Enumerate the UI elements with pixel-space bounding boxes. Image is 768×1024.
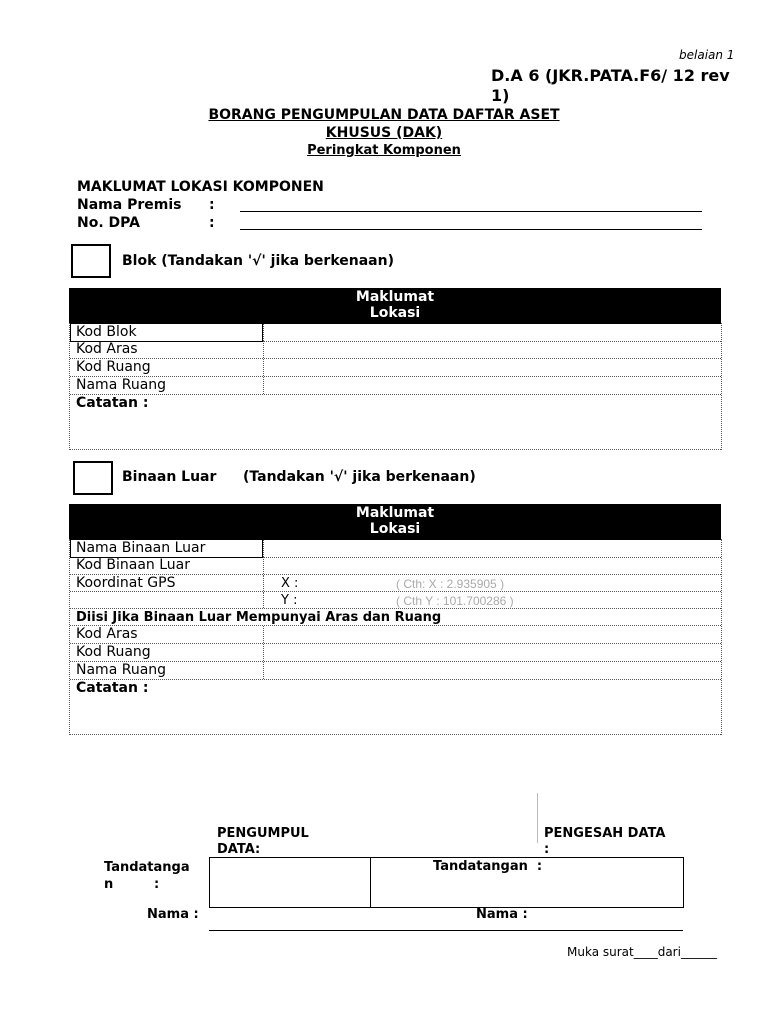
gps-x-hint: ( Cth: X : 2.935905 ) [396, 577, 505, 591]
table-row[interactable] [70, 359, 721, 377]
premise-field[interactable] [240, 211, 702, 212]
blok-header-line1: Maklumat [355, 289, 435, 305]
table-row[interactable] [70, 626, 721, 644]
column-divider [263, 324, 264, 341]
gps-row-x[interactable] [70, 575, 721, 592]
table-row[interactable] [70, 644, 721, 662]
premise-colon: : [209, 197, 215, 213]
column-divider [263, 377, 264, 394]
binaan-checkbox-hint: (Tandakan '√' jika berkenaan) [243, 469, 476, 485]
collector-sign-label-line2: n : [104, 877, 160, 892]
extra-note-row [70, 609, 721, 626]
signature-divider [537, 793, 538, 843]
approver-name-label: Nama : [476, 907, 528, 922]
binaan-header-line2: Lokasi [369, 521, 421, 537]
column-divider [263, 662, 264, 679]
collector-label-line1: PENGUMPUL [217, 826, 309, 841]
column-divider [263, 626, 264, 643]
dpa-label: No. DPA [77, 215, 140, 231]
location-section-title: MAKLUMAT LOKASI KOMPONEN [77, 179, 324, 195]
blok-header-line2: Lokasi [369, 305, 421, 321]
row-label: Kod Ruang [76, 644, 151, 660]
collector-sign-label-line1: Tandatanga [104, 860, 190, 875]
attachment-label: belaian 1 [679, 48, 735, 62]
row-label: Nama Ruang [76, 662, 167, 678]
dpa-colon: : [209, 215, 215, 231]
notes-row[interactable] [70, 395, 721, 450]
row-label: Kod Blok [76, 324, 137, 340]
extra-note: Diisi Jika Binaan Luar Mempunyai Aras dan Ruang [76, 610, 442, 625]
column-divider [263, 540, 264, 557]
approver-sign-label: Tandatangan : [433, 859, 543, 874]
gps-x-label: X : [281, 576, 299, 591]
form-code: D.A 6 (JKR.PATA.F6/ 12 rev 1) [491, 66, 730, 105]
approver-label-line2: : [544, 842, 550, 857]
row-label: Nama Ruang [76, 377, 167, 393]
binaan-table-header [69, 504, 721, 540]
table-row[interactable] [70, 539, 721, 558]
row-label: Kod Binaan Luar [76, 557, 190, 573]
table-row[interactable] [70, 557, 721, 575]
row-label: Nama Binaan Luar [76, 540, 206, 556]
row-label: Kod Aras [76, 341, 138, 357]
column-divider [263, 359, 264, 376]
binaan-header-line1: Maklumat [355, 505, 435, 521]
table-row[interactable] [70, 662, 721, 680]
binaan-checkbox-label: Binaan Luar [122, 469, 217, 485]
form-title-line1: BORANG PENGUMPULAN DATA DAFTAR ASET [208, 107, 560, 123]
binaan-table [69, 539, 722, 735]
binaan-checkbox[interactable] [73, 461, 113, 495]
blok-table [69, 323, 722, 450]
gps-row-y[interactable] [70, 592, 721, 609]
notes-label: Catatan : [76, 680, 149, 696]
blok-checkbox[interactable] [71, 244, 111, 278]
collector-label-line2: DATA: [217, 842, 261, 857]
blok-checkbox-label: Blok (Tandakan '√' jika berkenaan) [122, 253, 394, 269]
column-divider [263, 557, 264, 574]
column-divider [263, 341, 264, 358]
form-title-line2: KHUSUS (DAK) [325, 125, 443, 141]
collector-name-label: Nama : [147, 907, 199, 922]
collector-label [217, 826, 309, 858]
table-row[interactable] [70, 377, 721, 395]
collector-sign-label [104, 859, 204, 893]
collector-signature-box[interactable] [209, 857, 371, 908]
column-divider [263, 575, 264, 591]
column-divider [263, 592, 264, 608]
approver-label-line1: PENGESAH DATA [544, 826, 666, 841]
gps-label: Koordinat GPS [76, 575, 176, 591]
collector-name-field[interactable] [209, 930, 683, 931]
blok-table-header [69, 288, 721, 324]
table-row[interactable] [70, 323, 721, 342]
notes-label: Catatan : [76, 395, 149, 411]
gps-y-label: Y : [281, 593, 298, 608]
dpa-field[interactable] [240, 229, 702, 230]
row-label: Kod Aras [76, 626, 138, 642]
gps-y-hint: ( Cth Y : 101.700286 ) [396, 594, 514, 608]
page-number: Muka surat____dari______ [567, 945, 717, 959]
notes-row[interactable] [70, 680, 721, 735]
row-label: Kod Ruang [76, 359, 151, 375]
form-subtitle: Peringkat Komponen [307, 143, 461, 158]
premise-label: Nama Premis [77, 197, 182, 213]
table-row[interactable] [70, 341, 721, 359]
approver-label [544, 826, 665, 858]
column-divider [263, 644, 264, 661]
